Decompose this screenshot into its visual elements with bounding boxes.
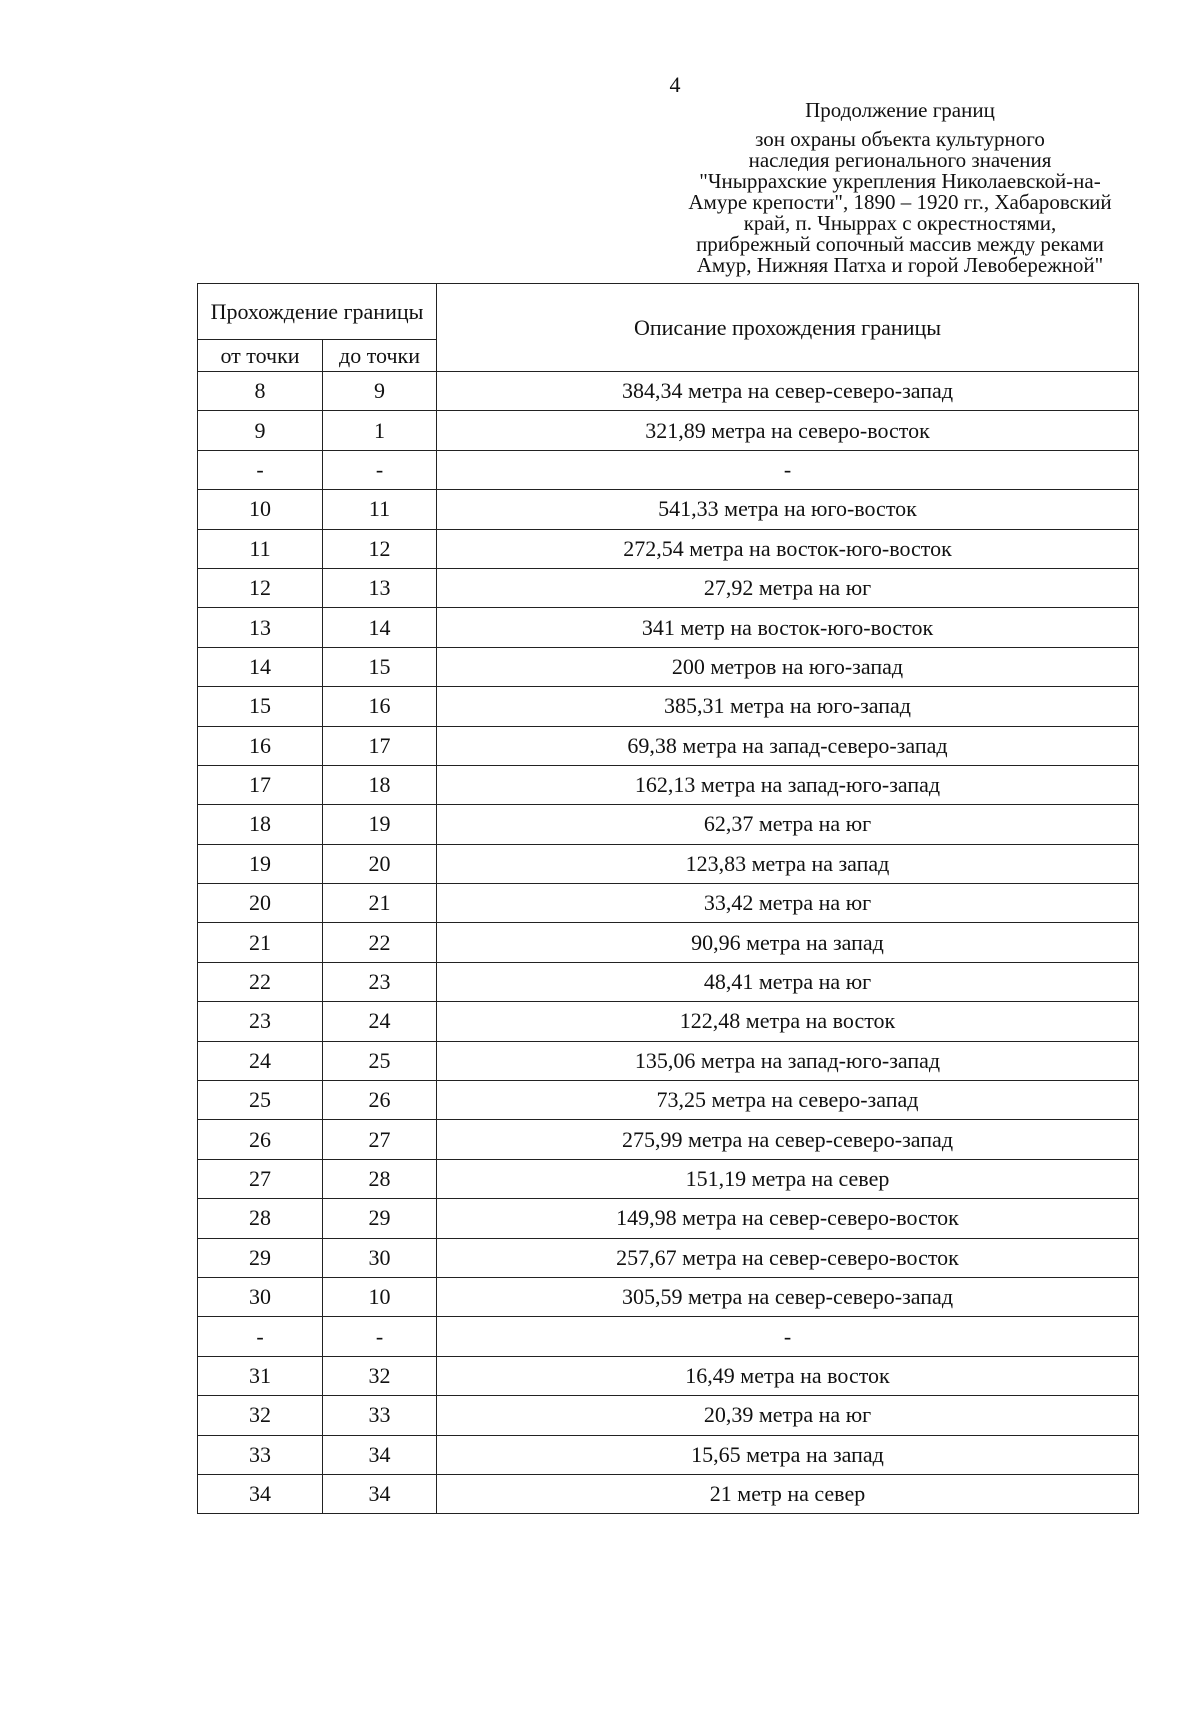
cell-to-point: 24 [323,1002,437,1041]
cell-description: 272,54 метра на восток-юго-восток [437,529,1139,568]
cell-to-point: 30 [323,1238,437,1277]
table-row [198,1120,1139,1159]
heading-line: Амуре крепости", 1890 – 1920 гг., Хабаровский [688,190,1112,214]
cell-description: 27,92 метра на юг [437,568,1139,607]
cell-description: 21 метр на север [437,1474,1139,1513]
cell-to-point: 33 [323,1396,437,1435]
cell-to-point: 17 [323,726,437,765]
heading-title: Продолжение границ [805,98,995,122]
cell-from-point: 18 [198,805,323,844]
cell-description: 200 метров на юго-запад [437,647,1139,686]
cell-from-point: 8 [198,372,323,411]
header-description: Описание прохождения границы [437,284,1139,372]
cell-description: 62,37 метра на юг [437,805,1139,844]
cell-to-point: 21 [323,884,437,923]
table-row [198,1041,1139,1080]
table-row [198,1396,1139,1435]
cell-from-point: - [198,1317,323,1356]
cell-from-point: 14 [198,647,323,686]
table-row [198,1435,1139,1474]
table-row [198,1002,1139,1041]
table-row [198,923,1139,962]
cell-to-point: 22 [323,923,437,962]
cell-from-point: 34 [198,1474,323,1513]
cell-description: - [437,450,1139,489]
cell-description: 385,31 метра на юго-запад [437,687,1139,726]
table-row [198,884,1139,923]
cell-to-point: 9 [323,372,437,411]
cell-from-point: 17 [198,765,323,804]
cell-description: 151,19 метра на север [437,1159,1139,1198]
header-to-point: до точки [323,340,437,372]
cell-from-point: 13 [198,608,323,647]
table-row [198,608,1139,647]
cell-to-point: 27 [323,1120,437,1159]
table-row [198,1081,1139,1120]
cell-description: 15,65 метра на запад [437,1435,1139,1474]
heading-line: Амур, Нижняя Патха и горой Левобережной" [696,253,1104,277]
cell-to-point: 25 [323,1041,437,1080]
table-row [198,568,1139,607]
cell-description: 73,25 метра на северо-запад [437,1081,1139,1120]
cell-from-point: 25 [198,1081,323,1120]
cell-description: 162,13 метра на запад-юго-запад [437,765,1139,804]
cell-description: 33,42 метра на юг [437,884,1139,923]
cell-description: 341 метр на восток-юго-восток [437,608,1139,647]
cell-description: 305,59 метра на север-северо-запад [437,1277,1139,1316]
cell-to-point: 10 [323,1277,437,1316]
cell-to-point: 16 [323,687,437,726]
cell-from-point: 32 [198,1396,323,1435]
cell-description: 135,06 метра на запад-юго-запад [437,1041,1139,1080]
cell-from-point: 26 [198,1120,323,1159]
cell-from-point: 31 [198,1356,323,1395]
cell-from-point: 23 [198,1002,323,1041]
cell-from-point: 12 [198,568,323,607]
header-from-point: от точки [198,340,323,372]
table-row [198,765,1139,804]
cell-description: 275,99 метра на север-северо-запад [437,1120,1139,1159]
page-number: 4 [669,72,681,97]
cell-from-point: 19 [198,844,323,883]
cell-from-point: 24 [198,1041,323,1080]
cell-from-point: 16 [198,726,323,765]
cell-description: - [437,1317,1139,1356]
cell-from-point: 29 [198,1238,323,1277]
table-row [198,844,1139,883]
cell-to-point: - [323,450,437,489]
cell-to-point: 18 [323,765,437,804]
cell-to-point: - [323,1317,437,1356]
table-row [198,490,1139,529]
table-row [198,450,1139,489]
cell-from-point: 28 [198,1199,323,1238]
cell-to-point: 12 [323,529,437,568]
table-row [198,726,1139,765]
cell-to-point: 20 [323,844,437,883]
cell-to-point: 34 [323,1474,437,1513]
header-boundary-passage: Прохождение границы [198,284,437,340]
cell-from-point: 30 [198,1277,323,1316]
cell-to-point: 29 [323,1199,437,1238]
table-row [198,1474,1139,1513]
table-row [198,1199,1139,1238]
cell-from-point: 15 [198,687,323,726]
cell-from-point: 21 [198,923,323,962]
cell-to-point: 19 [323,805,437,844]
table-body [198,372,1139,1514]
cell-from-point: 33 [198,1435,323,1474]
cell-description: 90,96 метра на запад [437,923,1139,962]
cell-to-point: 32 [323,1356,437,1395]
cell-to-point: 34 [323,1435,437,1474]
cell-from-point: - [198,450,323,489]
cell-to-point: 26 [323,1081,437,1120]
cell-description: 149,98 метра на север-северо-восток [437,1199,1139,1238]
cell-description: 122,48 метра на восток [437,1002,1139,1041]
heading-line: наследия регионального значения [748,148,1052,172]
table-row [198,1317,1139,1356]
boundary-table [197,283,1139,1514]
table-row [198,372,1139,411]
heading-line: зон охраны объекта культурного [755,127,1045,151]
heading-line: край, п. Чныррах с окрестностями, [743,211,1057,235]
cell-to-point: 15 [323,647,437,686]
cell-from-point: 20 [198,884,323,923]
cell-description: 69,38 метра на запад-северо-запад [437,726,1139,765]
cell-description: 541,33 метра на юго-восток [437,490,1139,529]
table-row [198,529,1139,568]
cell-description: 123,83 метра на запад [437,844,1139,883]
cell-description: 384,34 метра на север-северо-запад [437,372,1139,411]
table-row [198,962,1139,1001]
cell-from-point: 11 [198,529,323,568]
cell-to-point: 1 [323,411,437,450]
table-row [198,1356,1139,1395]
table-row [198,647,1139,686]
document-heading [640,100,1160,276]
table-row [198,411,1139,450]
cell-description: 257,67 метра на север-северо-восток [437,1238,1139,1277]
cell-from-point: 9 [198,411,323,450]
table-row [198,1238,1139,1277]
heading-line: "Чныррахские укрепления Николаевской-на- [699,169,1101,193]
cell-description: 48,41 метра на юг [437,962,1139,1001]
cell-description: 321,89 метра на северо-восток [437,411,1139,450]
table-row [198,805,1139,844]
cell-from-point: 22 [198,962,323,1001]
cell-to-point: 14 [323,608,437,647]
table-row [198,1159,1139,1198]
cell-from-point: 10 [198,490,323,529]
heading-line: прибрежный сопочный массив между реками [696,232,1104,256]
cell-to-point: 28 [323,1159,437,1198]
table-row [198,687,1139,726]
cell-to-point: 23 [323,962,437,1001]
cell-description: 20,39 метра на юг [437,1396,1139,1435]
cell-from-point: 27 [198,1159,323,1198]
cell-to-point: 11 [323,490,437,529]
cell-description: 16,49 метра на восток [437,1356,1139,1395]
table-row [198,1277,1139,1316]
cell-to-point: 13 [323,568,437,607]
